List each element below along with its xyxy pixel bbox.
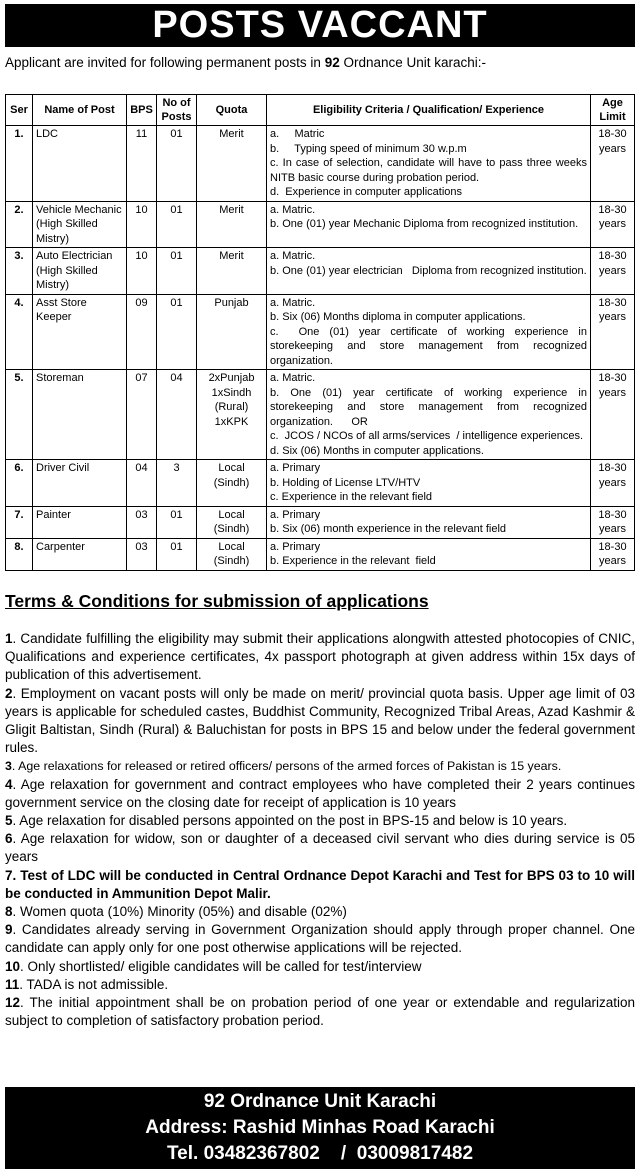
criteria-line: d. Six (06) Months in computer applications. xyxy=(270,444,484,457)
term-item xyxy=(5,994,635,1030)
term-number: 3 xyxy=(5,759,12,774)
term-text: . Test of LDC will be conducted in Central Ordnance Depot Karachi and Test for BPS 03 to 10 will be conducted in Ammunition Depot Malir. xyxy=(5,867,635,901)
cell-criteria xyxy=(267,248,591,295)
cell-post-name: Carpenter xyxy=(33,538,127,570)
quota-line: Punjab xyxy=(214,296,249,309)
cell-post-name: Auto Electrician (High Skilled Mistry) xyxy=(33,248,127,295)
quota-line: (Rural) xyxy=(214,401,249,413)
quota-line: 2xPunjab xyxy=(208,372,255,384)
criteria-line: b. One (01) year Mechanic Diploma from recognized institution. xyxy=(270,218,579,230)
cell-quota xyxy=(197,506,267,538)
footer-address: Address: Rashid Minhas Road Karachi xyxy=(145,1117,495,1138)
cell-criteria xyxy=(267,201,591,248)
criteria-line: c. Experience in the relevant field xyxy=(270,491,433,503)
cell-post-name: Storeman xyxy=(33,370,127,460)
cell-quota xyxy=(197,460,267,507)
cell-quota xyxy=(197,294,267,370)
quota-line: Local xyxy=(218,508,245,521)
quota-line: Merit xyxy=(219,250,244,262)
term-text: . Only shortlisted/ eligible candidates will be called for test/interview xyxy=(20,958,422,974)
terms-list xyxy=(5,630,635,1030)
table-row xyxy=(6,538,635,570)
age-line: 18-30 xyxy=(598,372,627,384)
quota-line: Merit xyxy=(219,203,244,216)
term-number: 10 xyxy=(5,958,21,974)
cell-age xyxy=(591,538,635,570)
cell-age xyxy=(591,248,635,295)
header-quota: Quota xyxy=(197,95,267,126)
term-item xyxy=(5,776,635,812)
term-item xyxy=(5,921,635,957)
cell-criteria xyxy=(267,460,591,507)
criteria-line: a. Matric xyxy=(270,128,325,140)
cell-bps: 03 xyxy=(127,538,157,570)
age-line: years xyxy=(599,142,626,155)
cell-age xyxy=(591,506,635,538)
cell-bps: 10 xyxy=(127,248,157,295)
criteria-line: b. Six (06) Months diploma in computer applications. xyxy=(270,311,526,323)
criteria-line: b. One (01) year certificate of working experience in storekeeping and store management from recognized organization. OR xyxy=(270,386,591,428)
quota-line: 1xSindh xyxy=(211,386,252,399)
quota-line: (Sindh) xyxy=(213,523,250,535)
cell-post-name: Vehicle Mechanic (High Skilled Mistry) xyxy=(33,201,127,248)
cell-posts: 01 xyxy=(157,294,197,370)
cell-bps: 10 xyxy=(127,201,157,248)
cell-posts: 01 xyxy=(157,538,197,570)
cell-bps: 07 xyxy=(127,370,157,460)
criteria-line: c. JCOS / NCOs of all arms/services / intelligence experiences. xyxy=(270,430,583,442)
age-line: years xyxy=(599,555,626,567)
age-line: 18-30 xyxy=(598,203,627,216)
criteria-line: b. Experience in the relevant field xyxy=(270,555,436,567)
intro-unit-number: 92 xyxy=(324,55,340,70)
table-header-row xyxy=(6,95,635,126)
term-text: . TADA is not admissible. xyxy=(19,976,169,992)
criteria-line: a. Matric. xyxy=(270,296,316,309)
intro-prefix: Applicant are invited for following permanent posts in xyxy=(5,55,325,70)
cell-post-name: LDC xyxy=(33,126,127,202)
term-item xyxy=(5,812,635,830)
term-number: 8 xyxy=(5,904,13,920)
cell-quota xyxy=(197,538,267,570)
criteria-line: c. In case of selection, candidate will have to pass three weeks NITB basic course during probation period. xyxy=(270,157,591,184)
cell-age xyxy=(591,126,635,202)
cell-posts: 01 xyxy=(157,201,197,248)
criteria-line: a. Matric. xyxy=(270,203,316,216)
footer-unit: 92 Ordnance Unit Karachi xyxy=(203,1091,437,1112)
cell-ser: 1. xyxy=(6,126,33,202)
term-number: 6 xyxy=(5,831,13,847)
term-item xyxy=(5,867,635,903)
term-text: . Women quota (10%) Minority (05%) and disable (02%) xyxy=(12,904,347,920)
terms-heading: Terms & Conditions for submission of applications xyxy=(5,591,429,611)
quota-line: Local xyxy=(218,540,245,553)
term-number: 4 xyxy=(5,776,13,792)
cell-criteria xyxy=(267,538,591,570)
age-line: years xyxy=(599,386,626,399)
criteria-line: b. Holding of License LTV/HTV xyxy=(270,476,421,489)
term-number: 5 xyxy=(5,813,13,829)
header-bps: BPS xyxy=(127,95,157,126)
header-criteria: Eligibility Criteria / Qualification/ Experience xyxy=(267,95,591,126)
criteria-line: d. Experience in computer applications xyxy=(270,186,462,198)
age-line: years xyxy=(599,218,626,230)
term-text: . Age relaxation for disabled persons appointed on the post in BPS-15 and below is 10 years. xyxy=(12,813,568,829)
criteria-line: a. Primary xyxy=(270,540,321,553)
age-line: 18-30 xyxy=(598,508,627,521)
cell-ser: 3. xyxy=(6,248,33,295)
page-title: POSTS VACCANT xyxy=(5,4,635,47)
age-line: years xyxy=(599,523,626,535)
quota-line: Local xyxy=(218,462,245,474)
age-line: years xyxy=(599,311,626,323)
criteria-line: a. Matric. xyxy=(270,372,316,384)
cell-quota xyxy=(197,126,267,202)
term-number: 12 xyxy=(5,995,21,1011)
criteria-line: b. Six (06) month experience in the relevant field xyxy=(270,523,507,535)
intro-suffix: Ordnance Unit karachi:- xyxy=(339,55,487,70)
header-name: Name of Post xyxy=(33,95,127,126)
term-item xyxy=(5,958,635,976)
cell-ser: 8. xyxy=(6,538,33,570)
table-row xyxy=(6,201,635,248)
cell-posts: 01 xyxy=(157,506,197,538)
quota-line: Merit xyxy=(219,128,244,140)
cell-posts: 04 xyxy=(157,370,197,460)
criteria-line: a. Matric. xyxy=(270,250,316,262)
cell-posts: 01 xyxy=(157,126,197,202)
cell-posts: 3 xyxy=(157,460,197,507)
cell-ser: 5. xyxy=(6,370,33,460)
cell-posts: 01 xyxy=(157,248,197,295)
table-row xyxy=(6,294,635,370)
term-text: . Age relaxations for released or retired officers/ persons of the armed forces of Pakistan is 15 years. xyxy=(11,759,562,774)
footer-contact xyxy=(5,1087,635,1169)
cell-ser: 7. xyxy=(6,506,33,538)
criteria-line: a. Primary xyxy=(270,508,321,521)
quota-line: (Sindh) xyxy=(213,476,250,489)
table-row xyxy=(6,460,635,507)
term-number: 7 xyxy=(5,867,13,883)
header-age: Age Limit xyxy=(591,95,635,126)
cell-quota xyxy=(197,370,267,460)
term-item xyxy=(5,630,635,685)
age-line: 18-30 xyxy=(598,128,627,140)
cell-post-name: Driver Civil xyxy=(33,460,127,507)
term-text: . Employment on vacant posts will only be made on merit/ provincial quota basis. Upper age limit of 03 years is applicable for scheduled castes, Buddhist Community, Recognized Tribal Areas, Azad Kashmir & Gligit Baltistan, Sindh (Rural) & Baluchistan for posts in BPS 15 and below under the federal government rules. xyxy=(5,685,635,756)
term-text: . The initial appointment shall be on probation period of one year or extendable and regularization subject to completion of satisfactory probation period. xyxy=(5,995,635,1029)
term-number: 1 xyxy=(5,631,13,646)
table-row xyxy=(6,506,635,538)
term-number: 9 xyxy=(5,922,13,938)
table-row xyxy=(6,370,635,460)
criteria-line: c. One (01) year certificate of working experience in storekeeping and store management from recognized organization. xyxy=(270,325,591,367)
age-line: years xyxy=(599,476,626,489)
age-line: 18-30 xyxy=(598,540,627,553)
quota-line: 1xKPK xyxy=(214,415,249,428)
cell-bps: 04 xyxy=(127,460,157,507)
cell-age xyxy=(591,460,635,507)
term-item xyxy=(5,757,635,775)
cell-post-name: Painter xyxy=(33,506,127,538)
posts-table xyxy=(5,94,635,571)
term-text: . Age relaxation for widow, son or daughter of a deceased civil servant who dies during service is 05 years xyxy=(5,831,635,865)
cell-criteria xyxy=(267,370,591,460)
term-number: 11 xyxy=(5,976,20,992)
cell-bps: 03 xyxy=(127,506,157,538)
cell-ser: 6. xyxy=(6,460,33,507)
term-number: 2 xyxy=(5,685,13,701)
cell-ser: 2. xyxy=(6,201,33,248)
criteria-line: b. One (01) year electrician Diploma from recognized institution. xyxy=(270,264,587,277)
header-posts: No of Posts xyxy=(157,95,197,126)
term-item xyxy=(5,685,635,758)
term-item xyxy=(5,903,635,921)
criteria-line: a. Primary xyxy=(270,462,321,474)
term-item xyxy=(5,976,635,994)
cell-post-name: Asst Store Keeper xyxy=(33,294,127,370)
age-line: 18-30 xyxy=(598,296,627,309)
criteria-line: b. Typing speed of minimum 30 w.p.m xyxy=(270,142,467,155)
cell-quota xyxy=(197,201,267,248)
cell-criteria xyxy=(267,126,591,202)
age-line: years xyxy=(599,264,626,277)
cell-criteria xyxy=(267,506,591,538)
footer-tel: Tel. 03482367802 / 03009817482 xyxy=(166,1143,474,1164)
term-item xyxy=(5,830,635,866)
age-line: 18-30 xyxy=(598,250,627,262)
cell-criteria xyxy=(267,294,591,370)
age-line: 18-30 xyxy=(598,462,627,474)
table-row xyxy=(6,126,635,202)
cell-age xyxy=(591,294,635,370)
cell-quota xyxy=(197,248,267,295)
table-row xyxy=(6,248,635,295)
term-text: . Candidate fulfilling the eligibility may submit their applications alongwith attested photocopies of CNIC, Qualifications and experience certificates, 4x passport photograph at given address within 15x days of publication of this advertisement. xyxy=(5,631,635,683)
quota-line: (Sindh) xyxy=(213,555,250,567)
cell-age xyxy=(591,370,635,460)
header-ser: Ser xyxy=(6,95,33,126)
cell-ser: 4. xyxy=(6,294,33,370)
term-text: . Candidates already serving in Government Organization should apply through proper channel. One candidate can apply only for one post otherwise applications will be rejected. xyxy=(5,922,635,956)
intro-text xyxy=(5,55,635,70)
cell-age xyxy=(591,201,635,248)
term-text: . Age relaxation for government and contract employees who have completed their 2 years continues government service on the closing date for receipt of application is 10 years xyxy=(5,776,635,810)
cell-bps: 11 xyxy=(127,126,157,202)
cell-bps: 09 xyxy=(127,294,157,370)
